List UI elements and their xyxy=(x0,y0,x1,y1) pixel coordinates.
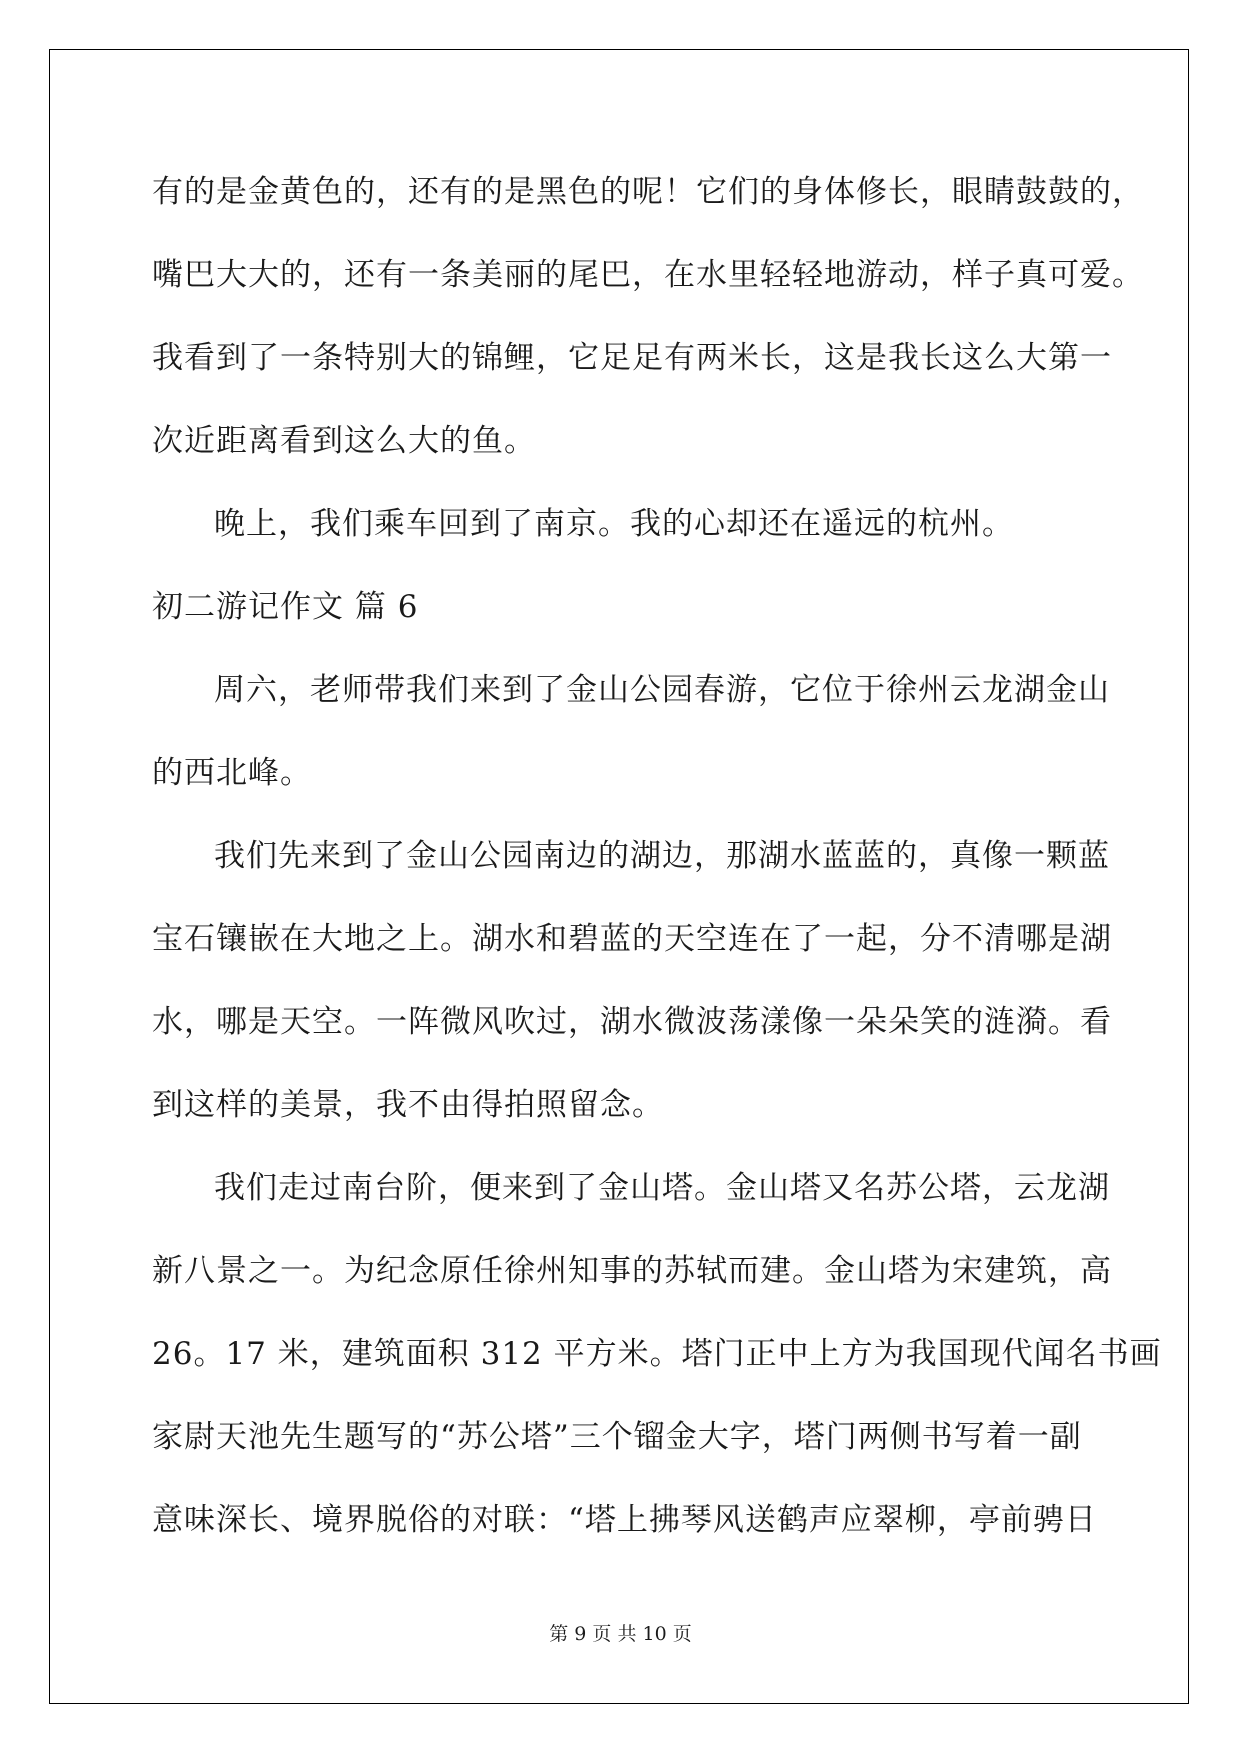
text-line-16: 家尉天池先生题写的“苏公塔”三个镏金大字，塔门两侧书写着一副 xyxy=(152,1419,1082,1455)
text-line-4: 次近距离看到这么大的鱼。 xyxy=(152,423,536,459)
text-line-5: 晚上，我们乘车回到了南京。我的心却还在遥远的杭州。 xyxy=(214,506,1014,542)
text-line-3: 我看到了一条特别大的锦鲤，它足足有两米长，这是我长这么大第一 xyxy=(152,340,1112,376)
document-body xyxy=(152,160,1162,1571)
text-line-10: 宝石镶嵌在大地之上。湖水和碧蓝的天空连在了一起，分不清哪是湖 xyxy=(152,921,1112,957)
text-line-14: 新八景之一。为纪念原任徐州知事的苏轼而建。金山塔为宋建筑，高 xyxy=(152,1253,1112,1289)
text-line-15: 26。17 米，建筑面积 312 平方米。塔门正中上方为我国现代闻名书画 xyxy=(152,1336,1162,1372)
text-line-1: 有的是金黄色的，还有的是黑色的呢！它们的身体修长，眼睛鼓鼓的， xyxy=(152,174,1144,210)
section-heading: 初二游记作文 篇 6 xyxy=(152,589,419,625)
text-line-7: 周六，老师带我们来到了金山公园春游，它位于徐州云龙湖金山 xyxy=(214,672,1110,708)
text-line-17: 意味深长、境界脱俗的对联：“塔上拂琴风送鹤声应翠柳，亭前骋日 xyxy=(152,1502,1097,1538)
page-number-footer: 第 9 页 共 10 页 xyxy=(549,1623,692,1645)
text-line-8: 的西北峰。 xyxy=(152,755,312,791)
text-line-13: 我们走过南台阶，便来到了金山塔。金山塔又名苏公塔，云龙湖 xyxy=(214,1170,1110,1206)
text-line-12: 到这样的美景，我不由得拍照留念。 xyxy=(152,1087,664,1123)
text-line-2: 嘴巴大大的，还有一条美丽的尾巴，在水里轻轻地游动，样子真可爱。 xyxy=(152,257,1144,293)
text-line-11: 水，哪是天空。一阵微风吹过，湖水微波荡漾像一朵朵笑的涟漪。看 xyxy=(152,1004,1112,1040)
text-line-9: 我们先来到了金山公园南边的湖边，那湖水蓝蓝的，真像一颗蓝 xyxy=(214,838,1110,874)
